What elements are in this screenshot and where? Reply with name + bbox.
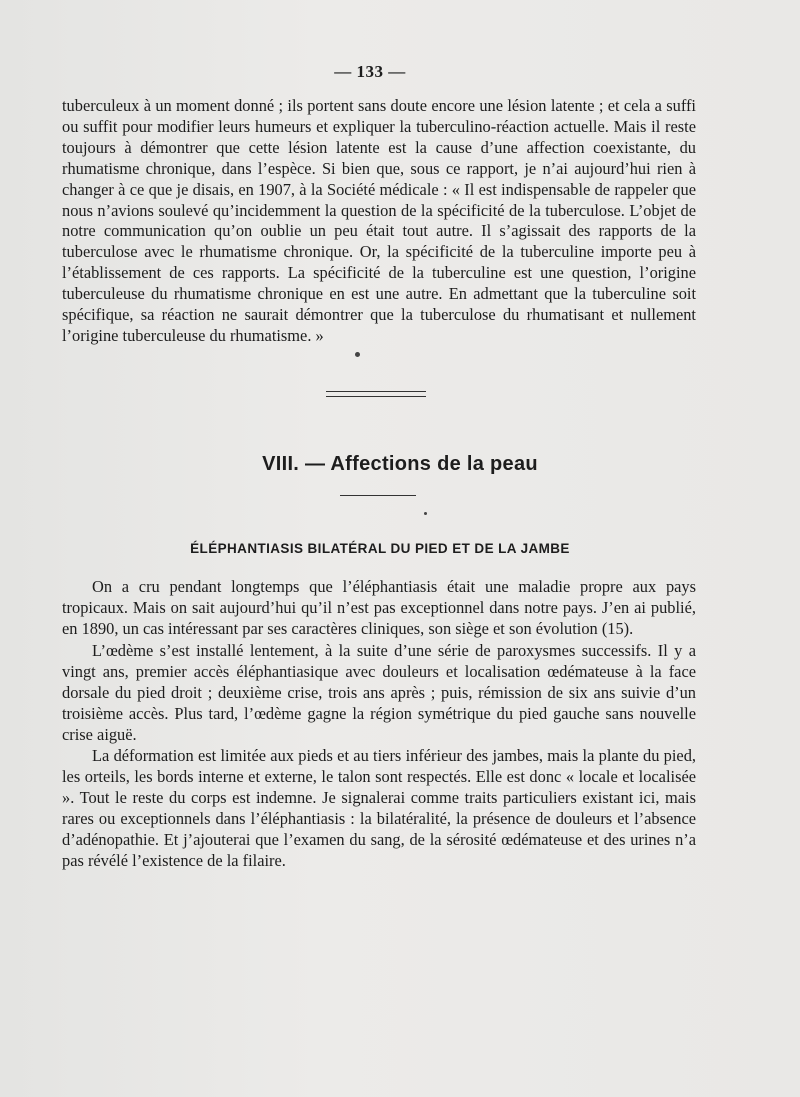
section-rule [340, 495, 416, 496]
double-rule-top [326, 391, 426, 392]
ornament-dot [424, 512, 427, 515]
double-rule-bottom [326, 396, 426, 397]
continuation-paragraph: tuberculeux à un moment donné ; ils portent sans doute encore une lésion latente ; et cela a suffi ou suffit pour modifier leurs humeurs et expliquer la tuberculino-réaction actuelle. Mais il reste toujours à démontrer que cette lésion latente est la cause d’une affection coexistante, du rhumatisme chronique, dans l’espèce. Si bien que, sous ce rapport, je n’ai aujourd’hui rien à changer à ce que je disais, en 1907, à la Société médicale : « Il est indispensable de rappeler que nous n’avions soulevé qu’incidemment la question de la spécificité de la tuberculose. L’objet de notre communication qu’on oublie un peu était tout autre. Il s’agissait des rapports de la tuberculose avec le rhumatisme chronique. Or, la spécificité de la tuberculine importe peu à l’établissement de ces rapports. La spécificité de la tuberculine est une question, l’origine tuberculeuse du rhumatisme chronique en est une autre. En admettant que la tuberculine soit spécifique, sa réaction ne saurait démontrer que la tuberculose du rhumatisant et nullement l’origine tuberculeuse du rhumatisme. » [62, 96, 696, 345]
ornament-dot [355, 352, 360, 357]
body-paragraph: On a cru pendant longtemps que l’éléphantiasis était une maladie propre aux pays tropicaux. Mais on sait aujourd’hui qu’il n’est pas exceptionnel dans notre pays. J’en ai publié, en 1890, un cas intéressant par ses caractères cliniques, son siège et son évolution (15). [62, 577, 696, 638]
body-paragraph: L’œdème s’est installé lentement, à la suite d’une série de paroxysmes successifs. Il y a vingt ans, premier accès éléphantiasique avec douleurs et localisation œdémateuse à la face dorsale du pied droit ; deuxième crise, trois ans après ; puis, rémission de six ans suivie d’un troisième accès. Plus tard, l’œdème gagne la région symétrique du pied gauche sans nouvelle crise aiguë. [62, 641, 696, 744]
section-heading: VIII. — Affections de la peau [262, 453, 538, 475]
page-number: — 133 — [334, 62, 406, 81]
body-paragraph: La déformation est limitée aux pieds et au tiers inférieur des jambes, mais la plante du pied, les orteils, les bords interne et externe, le talon sont respectés. Elle est donc « locale et localisée ». Tout le reste du corps est indemne. Je signalerai comme traits particuliers existant ici, mais rares ou exceptionnels dans l’éléphantiasis : la bilatéralité, la présence de douleurs et l’absence d’adénopathie. Et j’ajouterai que l’examen du sang, de la sérosité œdémateuse et des urines n’a pas révélé l’existence de la filaire. [62, 746, 696, 870]
article-subheading: ÉLÉPHANTIASIS BILATÉRAL DU PIED ET DE LA JAMBE [190, 541, 570, 556]
